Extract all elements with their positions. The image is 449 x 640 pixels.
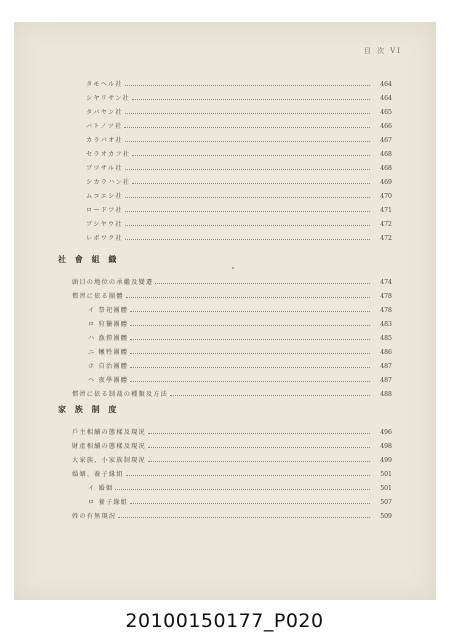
entry-page: 488 [380,391,392,398]
toc-entry [86,80,392,89]
toc-entry [72,470,392,479]
toc-entry [86,150,392,159]
entry-page: 468 [380,165,392,172]
entry-page: 501 [380,485,392,492]
entry-page: 501 [380,471,392,478]
entry-title: カラバオ社 [86,137,123,144]
entry-page: 474 [380,279,392,286]
entry-title: ムコエシ社 [86,193,123,200]
entry-title: ブツサル社 [86,165,123,172]
toc-entry [72,442,392,451]
toc-entry [86,234,392,243]
image-caption: 20100150177_P020 [125,610,324,632]
toc-entry [86,122,392,131]
entry-title: 婚姻、養子緣組 [72,471,124,478]
entry-title: 戶主相續の態樣及現況 [72,429,146,436]
toc-entry [88,348,392,357]
entry-page: 483 [380,321,392,328]
toc-entry [88,334,392,343]
section-heading: 家 族 制 度 [58,404,120,414]
entry-title: レボワク社 [86,235,123,242]
entry-page: 468 [380,151,392,158]
toc-entry [86,178,392,187]
toc-entry [72,456,392,465]
toc-entry [88,362,392,371]
toc-entry [88,306,392,315]
entry-page: 487 [380,363,392,370]
entry-title: 慣習に依る團體 [72,293,124,300]
entry-page: 466 [380,123,392,130]
entry-title: 頭目の地位の承繼及變遷 [72,279,154,286]
toc-entry [88,484,392,493]
entry-page: 499 [380,457,392,464]
toc-entry [72,292,392,301]
entry-page: 498 [380,443,392,450]
toc-entry [88,498,392,507]
entry-title: ブシヤウ社 [86,221,123,228]
toc-entry [72,512,392,521]
toc-entry [72,428,392,437]
page-header: 目 次 VI [363,47,402,55]
entry-page: 478 [380,293,392,300]
entry-page: 471 [380,207,392,214]
entry-page: 485 [380,335,392,342]
toc-entry [86,192,392,201]
entry-title: ニ 犧牲團體 [88,349,129,356]
entry-title: ハ 漁撈團體 [88,335,129,342]
entry-page: 465 [380,109,392,116]
entry-page: 496 [380,429,392,436]
entry-page: 472 [380,235,392,242]
entry-title: イ 婚姻 [88,485,114,492]
toc-entry [86,136,392,145]
toc-entry [88,376,392,385]
entry-page: 507 [380,499,392,506]
entry-page: 469 [380,179,392,186]
toc-entry [86,108,392,117]
entry-page: 487 [380,377,392,384]
entry-title: 慣習に依る制裁の種類及方法 [72,391,169,398]
entry-title: ロ 狩獵團體 [88,321,129,328]
entry-page: 486 [380,349,392,356]
entry-page: 467 [380,137,392,144]
toc-entry [86,94,392,103]
entry-title: ヘ 夜學團體 [88,377,129,384]
section-heading: 社 會 組 織 [58,254,120,264]
entry-title: 大家族、小家族制現況 [72,457,146,464]
entry-title: イ 祭祀團體 [88,307,129,314]
entry-title: シカラハン社 [86,179,131,186]
entry-page: 464 [380,95,392,102]
entry-page: 470 [380,193,392,200]
entry-title: 財產相續の態樣及現況 [72,443,146,450]
toc-entry [86,220,392,229]
entry-title: タバヤン社 [86,109,123,116]
entry-title: 姓の有無現況 [72,513,117,520]
toc-entry [86,206,392,215]
entry-page: 464 [380,81,392,88]
entry-page: 478 [380,307,392,314]
entry-title: ロードツ社 [86,207,123,214]
ink-mark [232,267,234,269]
toc-entry [86,164,392,173]
entry-title: バトノツ社 [86,123,123,130]
entry-page: 472 [380,221,392,228]
toc-entry [72,390,392,399]
entry-title: セラオカフ社 [86,151,131,158]
toc-entry [88,320,392,329]
entry-title: ロ 養子緣組 [88,499,129,506]
entry-title: ホ 自治團體 [88,363,129,370]
toc-entry [72,278,392,287]
entry-title: タモヘル社 [86,81,123,88]
entry-title: シヤリサン社 [86,95,130,102]
entry-page: 509 [380,513,392,520]
